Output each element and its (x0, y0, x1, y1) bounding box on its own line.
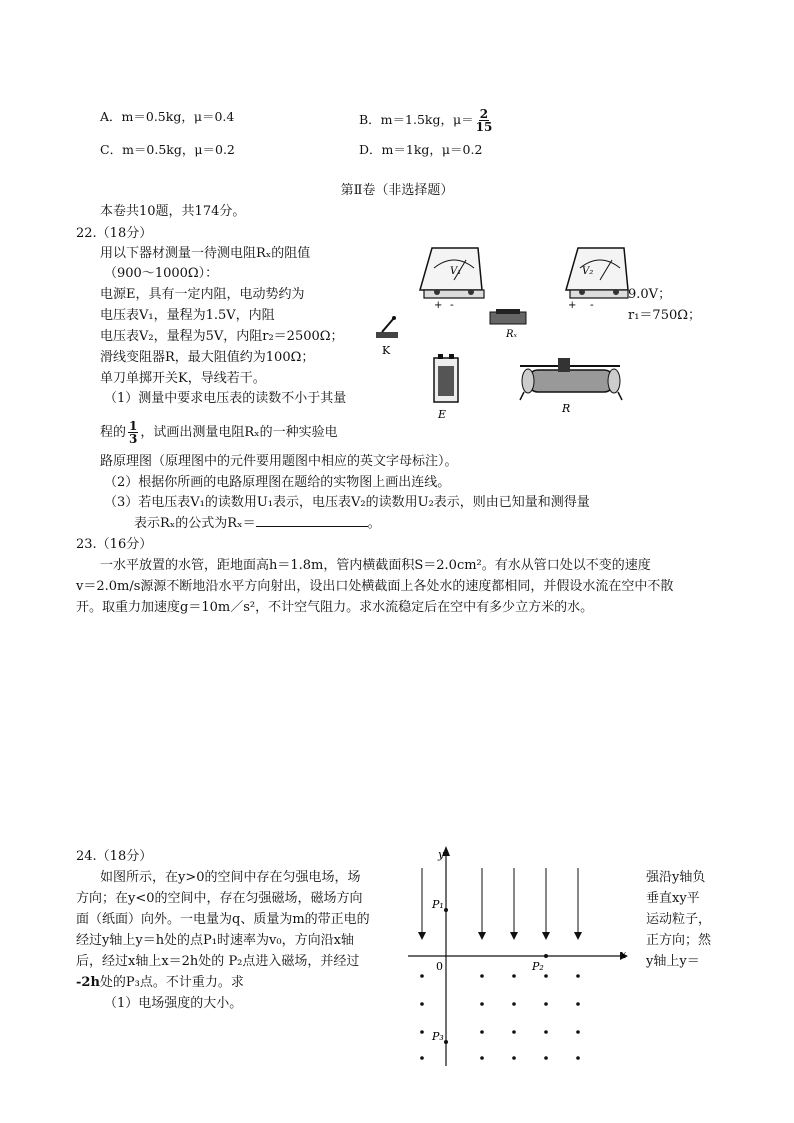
q24-header: 24.（18分） (76, 849, 153, 864)
voltmeter-v2-icon (566, 248, 628, 298)
q22-line-6: 滑线变阻器R，最大阻值约为100Ω； (100, 350, 315, 365)
q24-line-6 (76, 974, 244, 991)
q22-fraction-num: 1 (129, 419, 138, 433)
electric-field-arrows (422, 868, 578, 936)
q22-line-3: 电源E，具有一定内阻，电动势约为 (100, 287, 305, 302)
option-d: D．m＝1kg，μ＝0.2 (359, 142, 483, 157)
field-dot (480, 1002, 484, 1006)
q24-line-6-text: 处的P₃点。不计重力。求 (99, 975, 244, 990)
field-dot (544, 1056, 548, 1060)
q24-line-3: 面（纸面）向外。一电量为q、质量为m的带正电的 (76, 912, 370, 927)
field-dot (480, 974, 484, 978)
option-a: A．m＝0.5kg，μ＝0.4 (100, 109, 235, 124)
option-c: C．m＝0.5kg，μ＝0.2 (100, 142, 235, 157)
q22-fraction (128, 420, 138, 445)
q22-part-1b-post: ，试画出测量电阻Rₓ的一种实验电 (140, 425, 338, 440)
q24-minus-2h: -2h (76, 975, 100, 990)
switch-k-icon (376, 316, 398, 338)
k-label: K (382, 344, 391, 357)
field-dot (576, 1056, 580, 1060)
q22-header: 22.（18分） (76, 226, 153, 241)
magnetic-field-dots (420, 974, 580, 1060)
option-b-fraction (476, 108, 493, 133)
q22-line-5: 电压表V₂，量程为5V，内阻r₂＝2500Ω； (100, 329, 344, 344)
p2-label: P₂ (532, 960, 544, 973)
q23-line-1: 一水平放置的水管，距地面高h＝1.8m，管内横截面积S＝2.0cm²。有水从管口处以不变的速度 (100, 558, 651, 573)
field-dot (512, 1002, 516, 1006)
q22-line-1: 用以下器材测量一待测电阻Rₓ的阻值 (100, 246, 311, 261)
field-dot (512, 1056, 516, 1060)
e-label: E (438, 408, 447, 421)
point-p2 (544, 954, 548, 958)
resistor-rx-icon (490, 309, 526, 324)
field-dot (420, 1030, 424, 1034)
point-p1 (444, 908, 448, 912)
q24-field-figure (400, 840, 632, 1072)
q22-line-3b: 9.0V； (628, 287, 672, 302)
field-dot (576, 1002, 580, 1006)
field-dot (544, 974, 548, 978)
field-dot (480, 1056, 484, 1060)
field-dot (576, 1030, 580, 1034)
v2-plus: + (568, 300, 577, 311)
q22-line-2: （900～1000Ω）： (104, 266, 219, 281)
q24-line-5b: y轴上y＝ (646, 954, 700, 969)
q24-line-3b: 运动粒子， (646, 912, 712, 927)
q23-line-2: v＝2.0m/s源源不断地沿水平方向射出，设出口处横截面上各处水的速度都相同，并假设水流在空中不散 (76, 579, 674, 594)
field-dot (512, 1030, 516, 1034)
p3-label: P₃ (432, 1030, 444, 1043)
q24-line-4: 经过y轴上y＝h处的点P₁时速率为v₀，方向沿x轴 (76, 933, 354, 948)
y-axis-label: y (438, 848, 445, 861)
q24-line-4b: 正方向；然 (646, 933, 712, 948)
q24-part-1: （1）电场强度的大小。 (104, 996, 243, 1011)
field-dot (420, 1056, 424, 1060)
q22-line-4: 电压表V₁，量程为1.5V，内阻 (100, 308, 275, 323)
q23-header: 23.（16分） (76, 537, 153, 552)
field-dot (544, 1030, 548, 1034)
field-dot (420, 1002, 424, 1006)
q22-line-4b: r₁＝750Ω； (628, 308, 702, 323)
q22-formula-label: 表示Rₓ的公式为Rₓ＝ (134, 516, 256, 531)
q24-line-1: 如图所示，在y>0的空间中存在匀强电场，场 (100, 870, 361, 885)
rx-label: Rₓ (506, 329, 518, 340)
field-dot (420, 974, 424, 978)
point-p3 (444, 1040, 448, 1044)
q24-line-1b: 强沿y轴负 (646, 870, 706, 885)
q23-line-3: 开。取重力加速度g＝10m／s²，不计空气阻力。求水流稳定后在空中有多少立方米的水。 (76, 600, 594, 615)
v1-minus: - (450, 298, 454, 311)
q22-fraction-den: 3 (129, 432, 138, 446)
field-dot (544, 1002, 548, 1006)
q22-part-3b (134, 514, 381, 532)
q22-part-2: （2）根据你所画的电路原理图在题给的实物图上画出连线。 (104, 475, 451, 490)
rheostat-r-icon (520, 358, 622, 400)
q22-apparatus-figure (370, 240, 630, 430)
v2-label: V₂ (582, 266, 594, 277)
q22-part-1b-pre: 程的 (100, 425, 127, 440)
q22-answer-blank[interactable] (256, 514, 368, 527)
q22-part-3: （3）若电压表V₁的读数用U₁表示，电压表V₂的读数用U₂表示，则由已知量和测得量 (104, 495, 590, 510)
q22-formula-end: 。 (367, 516, 381, 531)
v1-label: V₁ (450, 266, 462, 277)
field-dot (576, 974, 580, 978)
p1-label: P₁ (432, 898, 444, 911)
section-intro: 本卷共10题，共174分。 (100, 204, 246, 219)
v2-minus: - (590, 298, 594, 311)
r-label: R (562, 402, 571, 415)
option-b (359, 108, 494, 133)
q24-line-2: 方向；在y<0的空间中，存在匀强磁场，磁场方向 (76, 891, 363, 906)
field-dot (512, 974, 516, 978)
field-dot (480, 1030, 484, 1034)
battery-e-icon (434, 354, 458, 402)
q22-part-1c: 路原理图（原理图中的元件要用题图中相应的英文字母标注）。 (100, 454, 458, 469)
q24-line-5: 后，经过x轴上x＝2h处的 P₂点进入磁场，并经过 (76, 954, 360, 969)
option-b-denominator: 15 (475, 120, 493, 134)
q24-line-2b: 垂直xy平 (646, 891, 700, 906)
q22-part-1b (100, 420, 338, 445)
origin-label: 0 (436, 960, 443, 973)
option-b-text: B．m＝1.5kg，μ＝ (359, 112, 474, 127)
section-title: 第Ⅱ卷（非选择题） (340, 183, 454, 198)
q22-line-7: 单刀单掷开关K，导线若干。 (100, 371, 266, 386)
v1-plus: + (434, 300, 443, 311)
option-b-numerator: 2 (479, 107, 489, 121)
x-axis-label: x (620, 948, 627, 961)
q22-part-1a: （1）测量中要求电压表的读数不小于其量 (104, 391, 347, 406)
